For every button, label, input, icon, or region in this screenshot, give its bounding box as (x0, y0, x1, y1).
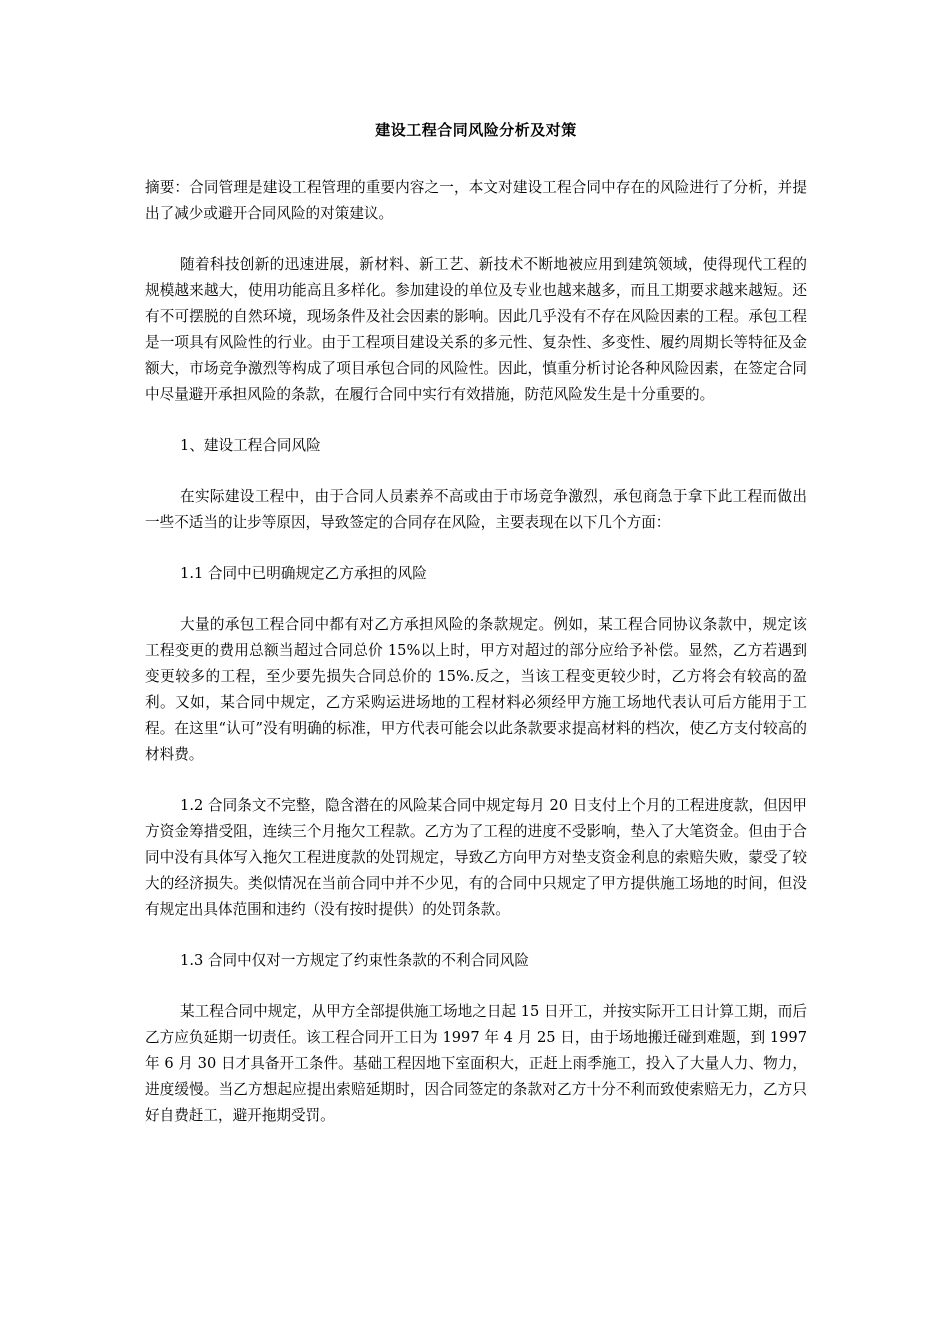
section-1-1-paragraph: 大量的承包工程合同中都有对乙方承担风险的条款规定。例如，某工程合同协议条款中，规定该工程变更的费用总额当超过合同总价 15%以上时，甲方对超过的部分应给予补偿。显然，乙方若遇到变更较多的工程，至少要先损失合同总价的 15%.反之，当该工程变更较少时，乙方将会有较高的盈利。又如，某合同中规定，乙方采购运进场地的工程材料必须经甲方施工场地代表认可后方能用于工程。在这里“认可”没有明确的标准，甲方代表可能会以此条款要求提高材料的档次，使乙方支付较高的材料费。 (145, 616, 807, 763)
section-1-heading: 1、建设工程合同风险 (180, 437, 321, 454)
section-1-paragraph: 在实际建设工程中，由于合同人员素养不高或由于市场竞争激烈，承包商急于拿下此工程而做出一些不适当的让步等原因，导致签定的合同存在风险，主要表现在以下几个方面： (145, 488, 807, 531)
abstract-paragraph: 摘要：合同管理是建设工程管理的重要内容之一，本文对建设工程合同中存在的风险进行了分析，并提出了减少或避开合同风险的对策建议。 (145, 179, 807, 222)
section-1-2-paragraph: 1.2 合同条文不完整，隐含潜在的风险某合同中规定每月 20 日支付上个月的工程进度款，但因甲方资金筹措受阻，连续三个月拖欠工程款。乙方为了工程的进度不受影响，垫入了大笔资金。但由于合同中没有具体写入拖欠工程进度款的处罚规定，导致乙方向甲方对垫支资金利息的索赔失败，蒙受了较大的经济损失。类似情况在当前合同中并不少见，有的合同中只规定了甲方提供施工场地的时间，但没有规定出具体范围和违约（没有按时提供）的处罚条款。 (145, 797, 807, 918)
section-1-3-heading: 1.3 合同中仅对一方规定了约束性条款的不利合同风险 (180, 952, 529, 969)
intro-paragraph: 随着科技创新的迅速进展，新材料、新工艺、新技术不断地被应用到建筑领域，使得现代工程的规模越来越大，使用功能高且多样化。参加建设的单位及专业也越来越多，而且工期要求越来越短。还有不可摆脱的自然环境，现场条件及社会因素的影响。因此几乎没有不存在风险因素的工程。承包工程是一项具有风险性的行业。由于工程项目建设关系的多元性、复杂性、多变性、履约周期长等特征及金额大，市场竞争激烈等构成了项目承包合同的风险性。因此，慎重分析讨论各种风险因素，在签定合同中尽量避开承担风险的条款，在履行合同中实行有效措施，防范风险发生是十分重要的。 (145, 256, 807, 403)
document-page (145, 118, 807, 1129)
section-1-1-heading: 1.1 合同中已明确规定乙方承担的风险 (180, 565, 427, 582)
section-1-3-paragraph: 某工程合同中规定，从甲方全部提供施工场地之日起 15 日开工，并按实际开工日计算工期，而后乙方应负延期一切责任。该工程合同开工日为 1997 年 4 月 25 日，由于场地搬迁碰到难题，到 1997 年 6 月 30 日才具备开工条件。基础工程因地下室面积大，正赶上雨季施工，投入了大量人力、物力，进度缓慢。当乙方想起应提出索赔延期时，因合同签定的条款对乙方十分不利而致使索赔无力，乙方只好自费赶工，避开拖期受罚。 (145, 1003, 807, 1124)
document-title: 建设工程合同风险分析及对策 (375, 121, 577, 139)
